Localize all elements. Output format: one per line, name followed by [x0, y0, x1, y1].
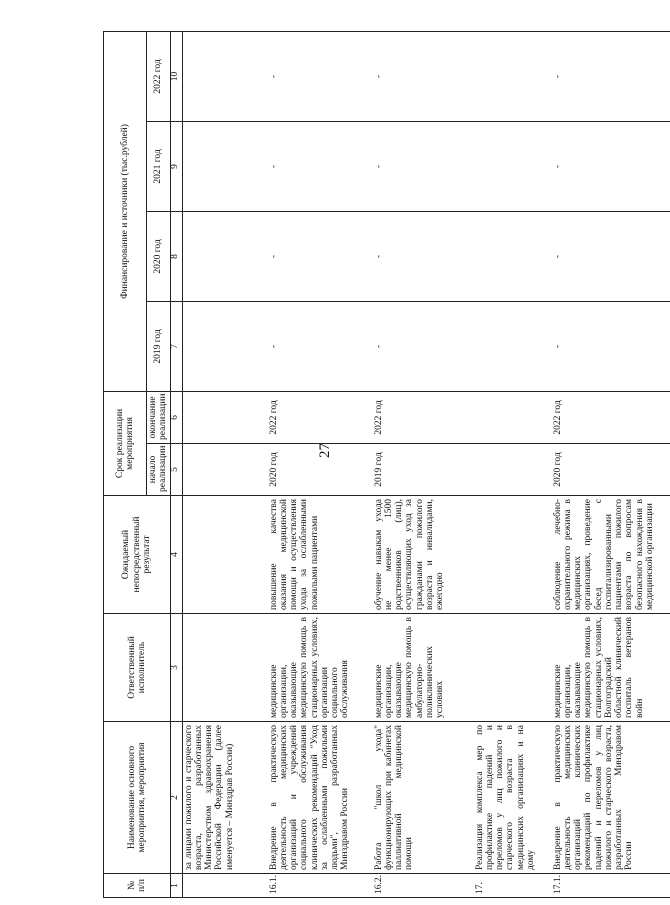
financing-2021: -: [261, 121, 366, 211]
column-number: 9: [170, 121, 182, 211]
financing-2020: -: [261, 211, 366, 301]
row-number: [182, 874, 261, 898]
financing-2021: [182, 121, 261, 211]
table-row: [261, 31, 366, 897]
row-number: 17.: [467, 874, 545, 898]
expected-result: повышение качества оказания медицинской помощи и осуществления ухода за ослабленными пожилыми пациентами: [261, 496, 366, 614]
responsible-executor: медицинские организации, оказывающие медицинскую помощь в стационарных условиях, организации социального обслуживания: [261, 614, 366, 722]
activity-name: Реализация комплекса мер по профилактике падений и переломов у лиц пожилого и старческого возраста в медицинских организациях и на дому: [467, 722, 545, 874]
financing-2021: -: [545, 121, 670, 211]
header-num: № п/п: [104, 874, 171, 898]
start-year: 2020 год: [261, 444, 366, 496]
row-number: 17.1.: [545, 874, 670, 898]
column-number: 1: [170, 874, 182, 898]
column-number: 4: [170, 496, 182, 614]
column-number: 5: [170, 444, 182, 496]
table-row: [366, 31, 467, 897]
header-end: окончание реализации: [147, 391, 171, 443]
header-2022: 2022 год: [147, 31, 171, 121]
activity-name: за лицами пожилого и старческого возраста, разработанных Министерством здравоохранения Российской Федерации (далее именуется – Минздрав России): [182, 722, 261, 874]
column-number-row: [170, 31, 182, 897]
expected-result: соблюдение лечебно-охранительного режима в медицинских организациях, проведение бесед с госпитализированными пациентами пожилого возраста по вопросам безопасного нахождения в медицинской организации: [545, 496, 670, 614]
financing-2022: [182, 31, 261, 121]
financing-2019: -: [366, 301, 467, 391]
end-year: [467, 391, 545, 443]
financing-2020: [467, 211, 545, 301]
financing-2021: [467, 121, 545, 211]
expected-result: [182, 496, 261, 614]
start-year: [182, 444, 261, 496]
row-number: 16.2.: [366, 874, 467, 898]
expected-result: обучение навыкам ухода не менее 1500 родственников (лиц), осуществляющих уход за гражданами пожилого возраста и инвалидами, ежегодно: [366, 496, 467, 614]
financing-2021: -: [366, 121, 467, 211]
financing-2019: -: [261, 301, 366, 391]
header-2020: 2020 год: [147, 211, 171, 301]
financing-2022: -: [261, 31, 366, 121]
end-year: 2022 год: [366, 391, 467, 443]
column-number: 7: [170, 301, 182, 391]
end-year: 2022 год: [545, 391, 670, 443]
financing-2022: -: [545, 31, 670, 121]
page-number: 27: [317, 443, 333, 458]
column-number: 6: [170, 391, 182, 443]
responsible-executor: медицинские организации, оказывающие медицинскую помощь в амбулаторно-поликлинических условиях: [366, 614, 467, 722]
start-year: 2020 год: [545, 444, 670, 496]
header-result: Ожидаемый непосредственный результат: [104, 496, 171, 614]
column-number: 2: [170, 722, 182, 874]
header-2021: 2021 год: [147, 121, 171, 211]
activity-name: Внедрение в практическую деятельность медицинских организаций и учреждений социального обслуживания клинических рекомендаций "Уход за ослабленными пожилыми людьми", разработанных Минздравом России: [261, 722, 366, 874]
table-row: [467, 31, 545, 897]
financing-2020: -: [545, 211, 670, 301]
financing-2022: [467, 31, 545, 121]
responsible-executor: [182, 614, 261, 722]
header-financing: Финансирование и источники (тыс.рублей): [104, 31, 147, 391]
expected-result: [467, 496, 545, 614]
financing-2019: [182, 301, 261, 391]
activity-name: Работа "школ ухода" функционирующих при кабинетах паллиативной медицинской помощи: [366, 722, 467, 874]
responsible-executor: медицинские организации, оказывающие медицинскую помощь в стационарных условиях, Волгоградский областной клинический госпиталь ветеранов войн: [545, 614, 670, 722]
header-start: начало реализации: [147, 444, 171, 496]
column-number: 10: [170, 31, 182, 121]
column-number: 8: [170, 211, 182, 301]
financing-2019: [467, 301, 545, 391]
financing-2019: -: [545, 301, 670, 391]
table-row: [182, 31, 261, 897]
financing-2020: [182, 211, 261, 301]
activity-name: Внедрение в практическую деятельность медицинских организаций клинических рекомендаций по профилактике падений и переломов у лиц пожилого и старческого возраста, разработанных Минздравом России: [545, 722, 670, 874]
row-number: 16.1.: [261, 874, 366, 898]
program-table: [103, 31, 670, 898]
responsible-executor: [467, 614, 545, 722]
start-year: 2019 год: [366, 444, 467, 496]
header-2019: 2019 год: [147, 301, 171, 391]
end-year: [182, 391, 261, 443]
table-row: [545, 31, 670, 897]
start-year: [467, 444, 545, 496]
column-number: 3: [170, 614, 182, 722]
header-name: Наименование основного мероприятия, мероприятия: [104, 722, 171, 874]
header-responsible: Ответственный исполнитель: [104, 614, 171, 722]
financing-2020: -: [366, 211, 467, 301]
header-period: Срок реализации мероприятия: [104, 391, 147, 495]
end-year: 2022 год: [261, 391, 366, 443]
rotated-table-page: [103, 32, 655, 898]
financing-2022: -: [366, 31, 467, 121]
